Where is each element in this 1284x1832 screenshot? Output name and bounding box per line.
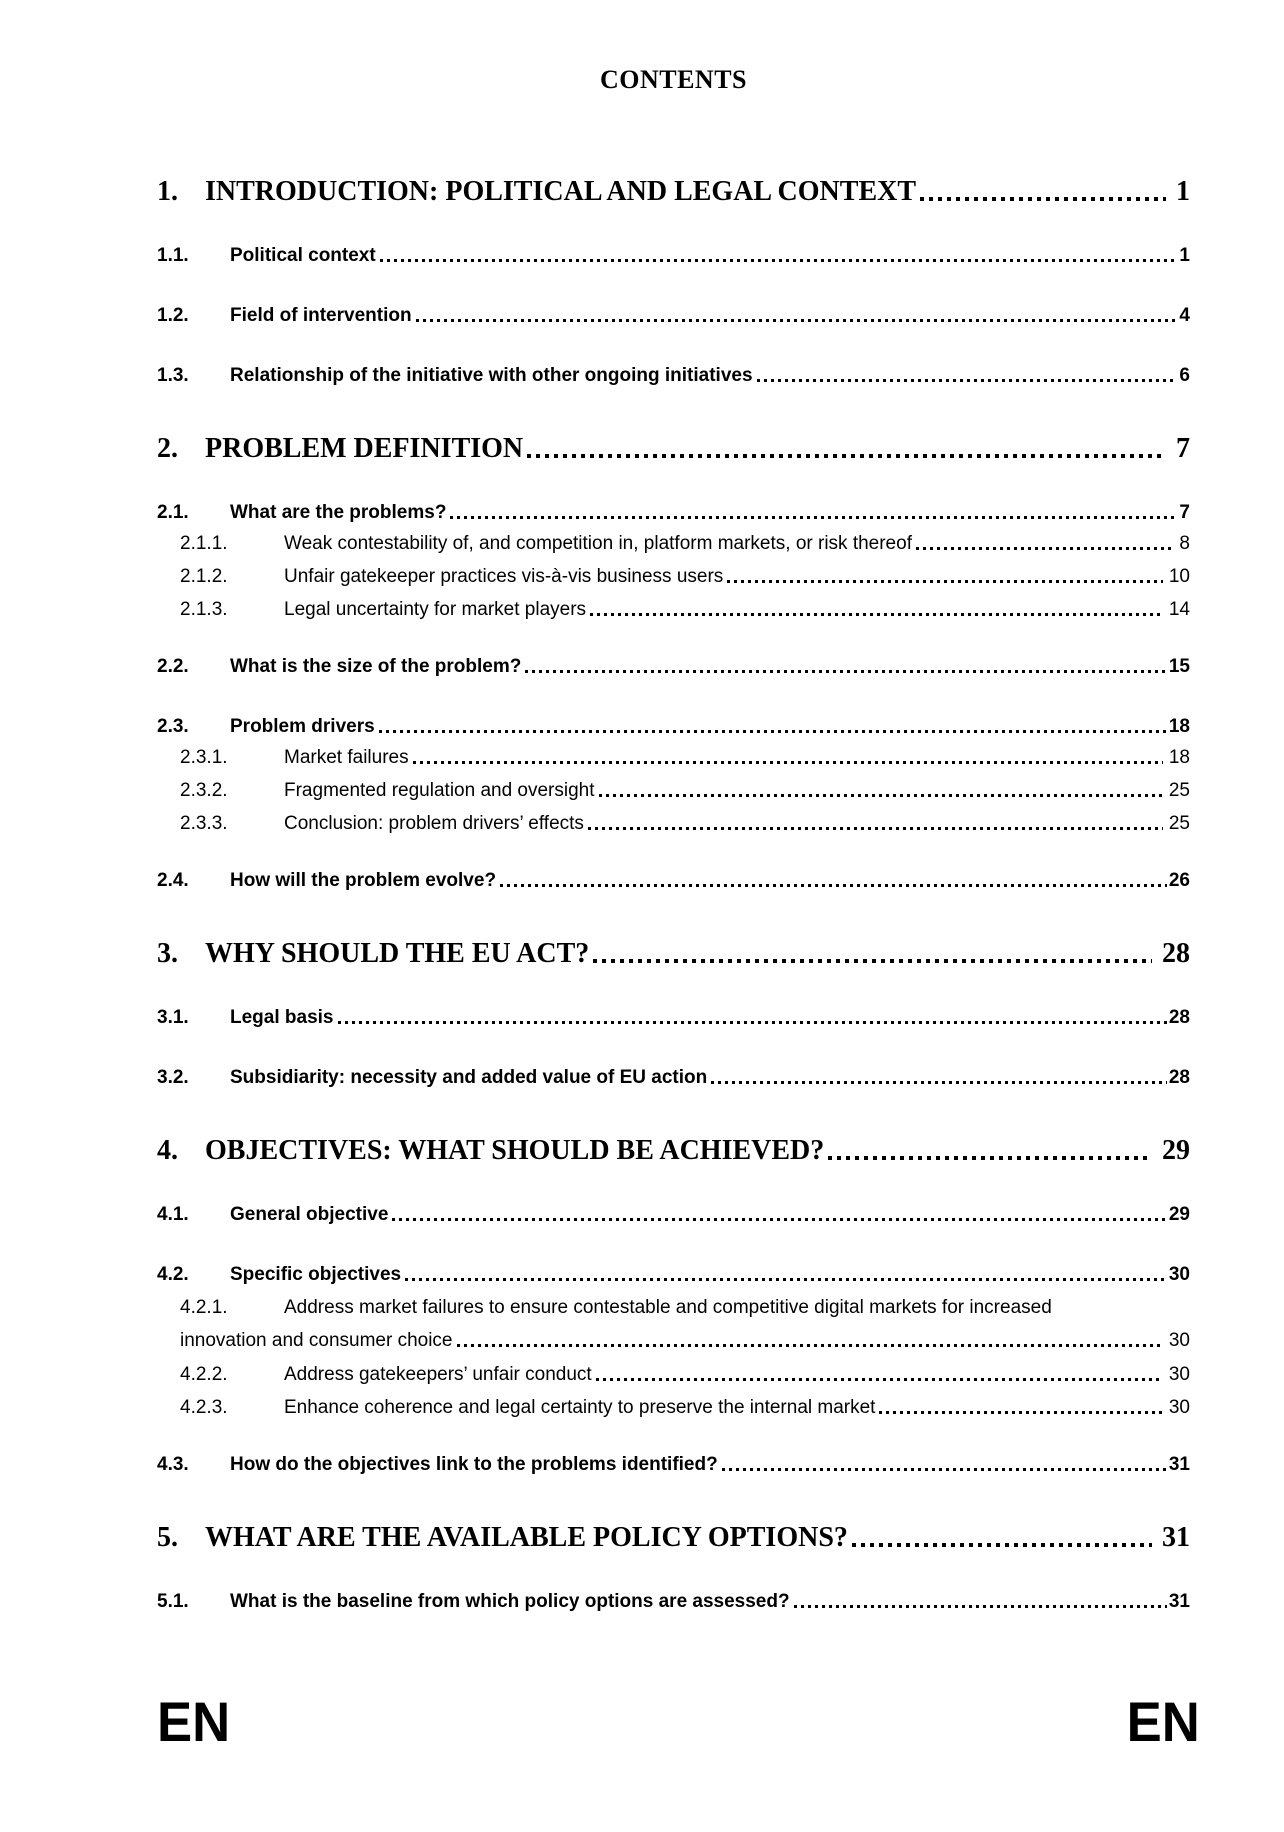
- toc-entry[interactable]: [157, 1588, 1190, 1616]
- toc-entry-page: 30: [1168, 1330, 1190, 1351]
- footer-language-code-right: EN: [1126, 1690, 1200, 1753]
- toc-entry-number: 3.1.: [157, 1007, 189, 1028]
- toc-entry-label: General objective: [230, 1204, 389, 1225]
- toc-entry-number: 2.: [157, 433, 178, 464]
- dot-leader: [338, 1021, 1167, 1024]
- toc-entry-page: 30: [1168, 1364, 1190, 1385]
- toc-entry-page: 15: [1168, 656, 1190, 677]
- dot-leader: [794, 1605, 1167, 1608]
- toc-entry-line2: [180, 1324, 1190, 1357]
- toc-entry-label: How will the problem evolve?: [230, 870, 497, 891]
- toc-entry[interactable]: [157, 1132, 1190, 1170]
- toc-entry[interactable]: [180, 776, 1190, 806]
- dot-leader: [392, 1218, 1166, 1221]
- toc-entry-number: 2.1.2.: [180, 566, 228, 587]
- toc-entry-number: 4.2.1.: [180, 1297, 228, 1318]
- toc-entry[interactable]: [180, 595, 1190, 625]
- dot-leader: [527, 454, 1166, 458]
- toc-entry-label: OBJECTIVES: WHAT SHOULD BE ACHIEVED?: [205, 1135, 825, 1166]
- toc-entry-number: 4.1.: [157, 1204, 189, 1225]
- toc-entry-number: 3.: [157, 938, 178, 969]
- toc-entry[interactable]: [180, 1360, 1190, 1390]
- dot-leader: [596, 1378, 1163, 1381]
- toc-entry-number: 2.3.2.: [180, 780, 228, 801]
- toc-entry[interactable]: [157, 1004, 1190, 1032]
- dot-leader: [450, 516, 1177, 519]
- toc-entry[interactable]: [157, 242, 1190, 270]
- toc-entry[interactable]: [157, 362, 1190, 390]
- toc-entry-label: Weak contestability of, and competition in, platform markets, or risk thereof: [284, 533, 912, 554]
- toc-entry[interactable]: [157, 430, 1190, 468]
- toc-entry[interactable]: [180, 1291, 1190, 1357]
- toc-entry-page: 28: [1168, 1067, 1190, 1088]
- dot-leader: [500, 884, 1167, 887]
- toc-entry[interactable]: [157, 173, 1190, 211]
- toc-entry-number: 4.2.: [157, 1264, 189, 1285]
- toc-entry-page: 18: [1168, 716, 1190, 737]
- toc-entry-label: Market failures: [284, 747, 409, 768]
- dot-leader: [588, 827, 1163, 830]
- table-of-contents: [157, 173, 1190, 1616]
- dot-leader: [722, 1468, 1167, 1471]
- toc-entry[interactable]: [180, 1393, 1190, 1423]
- toc-entry[interactable]: [157, 1261, 1190, 1289]
- toc-entry-label: Unfair gatekeeper practices vis-à-vis business users: [284, 566, 724, 587]
- toc-entry-label: Relationship of the initiative with other ongoing initiatives: [230, 365, 753, 386]
- toc-entry[interactable]: [180, 809, 1190, 839]
- toc-entry-page: 28: [1168, 1007, 1190, 1028]
- toc-entry-page: 7: [1179, 502, 1190, 523]
- toc-entry-number: 5.: [157, 1522, 178, 1553]
- dot-leader: [379, 730, 1167, 733]
- toc-entry-page: 30: [1168, 1264, 1190, 1285]
- toc-entry[interactable]: [180, 529, 1190, 559]
- footer-language-code-left: EN: [157, 1690, 231, 1753]
- dot-leader: [413, 761, 1163, 764]
- toc-entry-page: 29: [1162, 1135, 1190, 1166]
- toc-entry-page: 29: [1168, 1204, 1190, 1225]
- toc-entry[interactable]: [157, 867, 1190, 895]
- toc-entry-label: What are the problems?: [230, 502, 447, 523]
- toc-entry-number: 1.1.: [157, 245, 189, 266]
- toc-entry-page: 1: [1176, 176, 1190, 207]
- toc-entry[interactable]: [180, 743, 1190, 773]
- toc-entry-number: 2.1.1.: [180, 533, 228, 554]
- toc-entry-number: 2.3.: [157, 716, 189, 737]
- toc-entry-page: 1: [1179, 245, 1190, 266]
- dot-leader: [920, 197, 1166, 201]
- toc-entry-number: 2.3.1.: [180, 747, 228, 768]
- toc-entry-page: 31: [1162, 1522, 1190, 1553]
- dot-leader: [380, 259, 1178, 262]
- dot-leader: [757, 379, 1178, 382]
- toc-entry-page: 18: [1168, 747, 1190, 768]
- dot-leader: [405, 1278, 1167, 1281]
- toc-entry-label: WHAT ARE THE AVAILABLE POLICY OPTIONS?: [205, 1522, 848, 1553]
- toc-entry-label: PROBLEM DEFINITION: [205, 433, 524, 464]
- toc-entry-number: 4.: [157, 1135, 178, 1166]
- dot-leader: [727, 580, 1163, 583]
- dot-leader: [599, 794, 1163, 797]
- toc-entry-page: 4: [1179, 305, 1190, 326]
- toc-entry-number: 2.3.3.: [180, 813, 228, 834]
- dot-leader: [525, 670, 1167, 673]
- toc-entry-label: Legal basis: [230, 1007, 334, 1028]
- toc-entry-number: 5.1.: [157, 1591, 189, 1612]
- toc-entry-number: 1.: [157, 176, 178, 207]
- dot-leader: [828, 1156, 1152, 1160]
- toc-entry-number: 2.1.: [157, 502, 189, 523]
- toc-entry[interactable]: [157, 653, 1190, 681]
- toc-entry-label: Field of intervention: [230, 305, 412, 326]
- page-title: CONTENTS: [599, 65, 748, 94]
- dot-leader: [711, 1081, 1167, 1084]
- toc-entry-label: What is the size of the problem?: [230, 656, 522, 677]
- toc-entry-label: Address market failures to ensure contestable and competitive digital markets for increased: [284, 1297, 1052, 1318]
- toc-entry-label: Fragmented regulation and oversight: [284, 780, 595, 801]
- toc-entry-line1: [180, 1291, 1190, 1324]
- dot-leader: [593, 959, 1152, 963]
- toc-entry-label: Subsidiarity: necessity and added value of EU action: [230, 1067, 708, 1088]
- toc-entry[interactable]: [157, 1451, 1190, 1479]
- toc-entry-page: 10: [1168, 566, 1190, 587]
- toc-entry-label: Enhance coherence and legal certainty to preserve the internal market: [284, 1397, 876, 1418]
- toc-entry-number: 1.3.: [157, 365, 189, 386]
- toc-entry-page: 31: [1168, 1591, 1190, 1612]
- toc-entry[interactable]: [157, 302, 1190, 330]
- toc-entry-label: How do the objectives link to the problems identified?: [230, 1454, 718, 1475]
- toc-entry-page: 14: [1168, 599, 1190, 620]
- toc-entry-label: Address gatekeepers’ unfair conduct: [284, 1364, 592, 1385]
- toc-entry[interactable]: [157, 935, 1190, 973]
- toc-entry-page: 25: [1168, 780, 1190, 801]
- toc-entry-label-continued: innovation and consumer choice: [180, 1330, 453, 1351]
- toc-entry[interactable]: [180, 562, 1190, 592]
- toc-entry-label: Specific objectives: [230, 1264, 402, 1285]
- toc-entry[interactable]: [157, 713, 1190, 741]
- toc-entry-label: Conclusion: problem drivers’ effects: [284, 813, 584, 834]
- toc-entry-label: INTRODUCTION: POLITICAL AND LEGAL CONTEXT: [205, 176, 917, 207]
- toc-entry-page: 25: [1168, 813, 1190, 834]
- dot-leader: [916, 547, 1173, 550]
- dot-leader: [879, 1411, 1162, 1414]
- toc-entry-number: 3.2.: [157, 1067, 189, 1088]
- toc-entry[interactable]: [157, 1519, 1190, 1557]
- dot-leader: [852, 1543, 1152, 1547]
- toc-entry-number: 4.3.: [157, 1454, 189, 1475]
- toc-entry-number: 1.2.: [157, 305, 189, 326]
- toc-entry-page: 30: [1168, 1397, 1190, 1418]
- toc-entry[interactable]: [157, 499, 1190, 527]
- dot-leader: [416, 319, 1178, 322]
- toc-entry-page: 6: [1179, 365, 1190, 386]
- toc-entry-label: WHY SHOULD THE EU ACT?: [205, 938, 590, 969]
- toc-entry-page: 8: [1179, 533, 1190, 554]
- toc-entry-number: 2.1.3.: [180, 599, 228, 620]
- toc-entry-number: 2.4.: [157, 870, 189, 891]
- toc-entry-number: 4.2.2.: [180, 1364, 228, 1385]
- dot-leader: [457, 1344, 1163, 1347]
- toc-entry[interactable]: [157, 1201, 1190, 1229]
- toc-entry-label: Problem drivers: [230, 716, 375, 737]
- toc-entry-label: What is the baseline from which policy options are assessed?: [230, 1591, 790, 1612]
- toc-entry-number: 4.2.3.: [180, 1397, 228, 1418]
- page-content: [157, 0, 1190, 1616]
- toc-entry[interactable]: [157, 1064, 1190, 1092]
- toc-entry-label: Political context: [230, 245, 376, 266]
- dot-leader: [590, 613, 1163, 616]
- toc-entry-page: 31: [1168, 1454, 1190, 1475]
- toc-entry-label: Legal uncertainty for market players: [284, 599, 587, 620]
- toc-entry-number: 2.2.: [157, 656, 189, 677]
- toc-entry-page: 28: [1162, 938, 1190, 969]
- toc-entry-page: 7: [1176, 433, 1190, 464]
- toc-entry-page: 26: [1168, 870, 1190, 891]
